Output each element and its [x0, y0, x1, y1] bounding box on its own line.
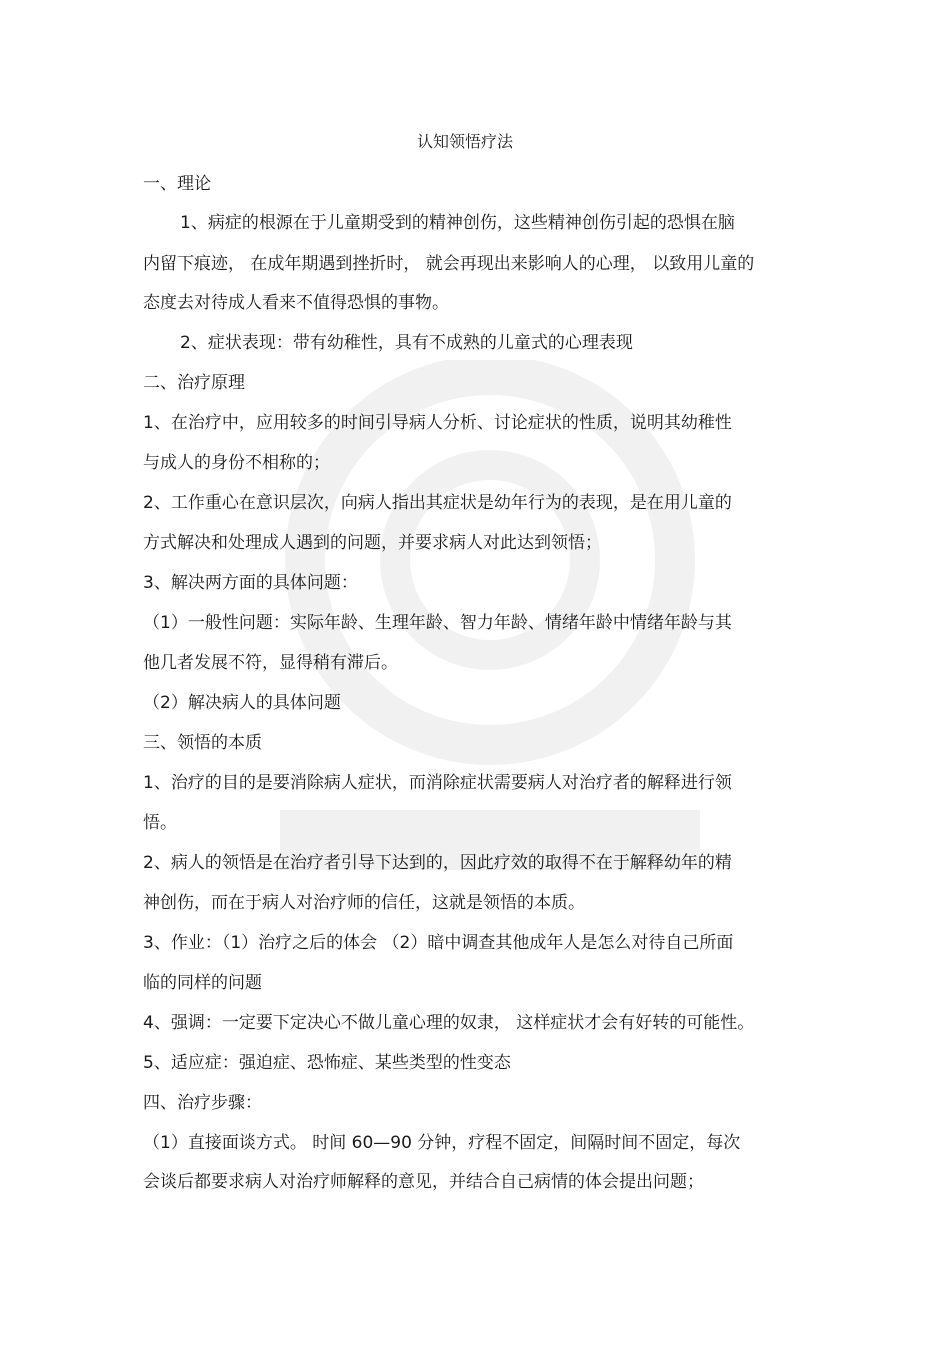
paragraph-line: 他几者发展不符，显得稍有滞后。	[143, 653, 398, 673]
section-heading-steps: 四、治疗步骤：	[143, 1093, 262, 1113]
paragraph-line: 态度去对待成人看来不值得恐惧的事物。	[143, 293, 449, 313]
paragraph-line: 临的同样的问题	[143, 973, 262, 993]
paragraph-line: 1、病症的根源在于儿童期受到的精神创伤，这些精神创伤引起的恐惧在脑	[180, 213, 735, 233]
paragraph-line: 3、解决两方面的具体问题：	[143, 573, 358, 593]
paragraph-line: 神创伤，而在于病人对治疗师的信任，这就是领悟的本质。	[143, 893, 585, 913]
paragraph-line: 悟。	[143, 813, 177, 833]
paragraph-line: 会谈后都要求病人对治疗师解释的意见，并结合自己病情的体会提出问题；	[143, 1172, 704, 1192]
paragraph-line: 4、强调：一定要下定决心不做儿童心理的奴隶， 这样症状才会有好转的可能性。	[143, 1013, 755, 1033]
paragraph-line: （1）一般性问题：实际年龄、生理年龄、智力年龄、情绪年龄中情绪年龄与其	[143, 613, 732, 633]
paragraph-line: 内留下痕迹， 在成年期遇到挫折时， 就会再现出来影响人的心理， 以致用儿童的	[143, 254, 755, 274]
section-heading-principle: 二、治疗原理	[143, 373, 245, 393]
section-heading-theory: 一、理论	[143, 174, 211, 194]
document-title: 认知领悟疗法	[417, 132, 514, 151]
paragraph-line: 3、作业：（1）治疗之后的体会 （2）暗中调查其他成年人是怎么对待自己所面	[143, 933, 734, 953]
paragraph-line: 1、治疗的目的是要消除病人症状，而消除症状需要病人对治疗者的解释进行领	[143, 773, 732, 793]
paragraph-line: 方式解决和处理成人遇到的问题，并要求病人对此达到领悟；	[143, 533, 602, 553]
paragraph-line: （1）直接面谈方式。 时间 60—90 分钟，疗程不固定，间隔时间不固定，每次	[143, 1133, 741, 1153]
paragraph-line: 与成人的身份不相称的；	[143, 453, 330, 473]
paragraph-line: 2、病人的领悟是在治疗者引导下达到的，因此疗效的取得不在于解释幼年的精	[143, 853, 732, 873]
paragraph-line: 5、适应症：强迫症、恐怖症、某些类型的性变态	[143, 1053, 511, 1073]
paragraph-line: （2）解决病人的具体问题	[143, 693, 341, 713]
paragraph-line: 2、工作重心在意识层次，向病人指出其症状是幼年行为的表现，是在用儿童的	[143, 493, 732, 513]
paragraph-line: 2、症状表现：带有幼稚性，具有不成熟的儿童式的心理表现	[180, 333, 633, 353]
section-heading-essence: 三、领悟的本质	[143, 733, 262, 753]
paragraph-line: 1、在治疗中，应用较多的时间引导病人分析、讨论症状的性质，说明其幼稚性	[143, 413, 732, 433]
